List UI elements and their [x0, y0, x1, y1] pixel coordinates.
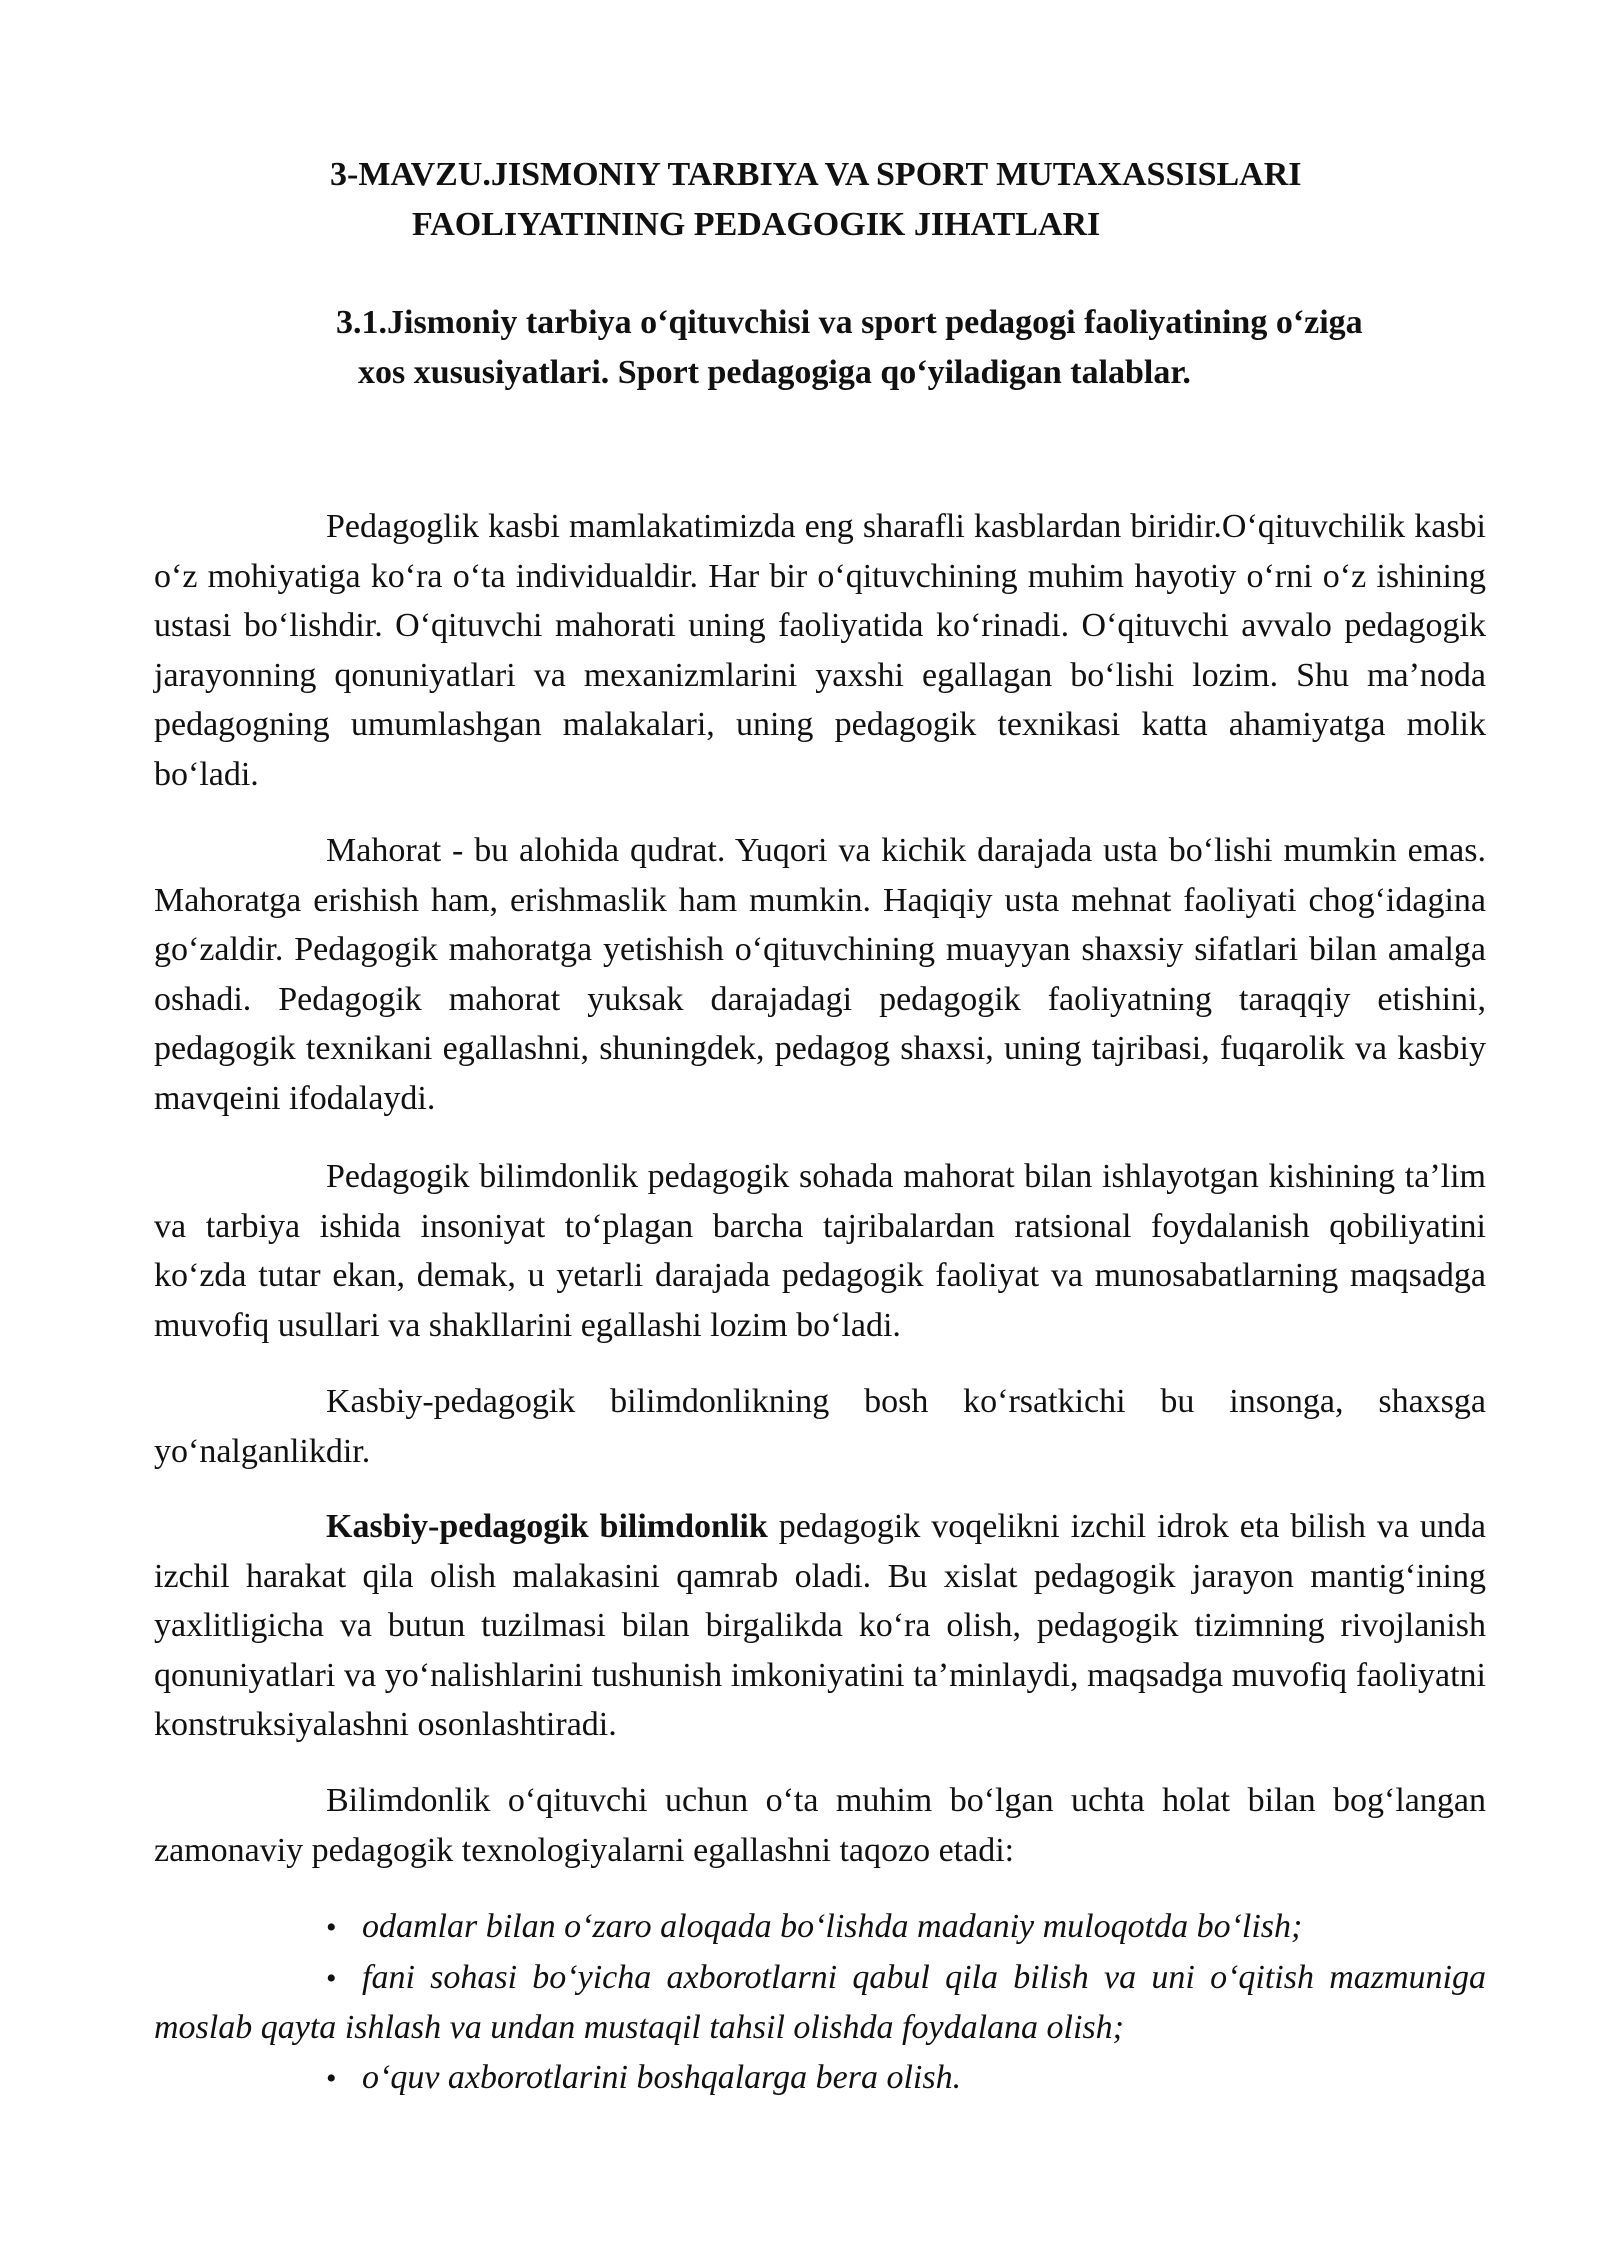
paragraph-5-text: pedagogik voqelikni izchil idrok eta bilish va unda izchil harakat qila olish malakasini qamrab oladi. Bu xislat pedagogik jarayon mantigʻining yaxlitligicha va butun tuzilmasi bilan birgalikda koʻra olish, pedagogik tizimning rivojlanish qonuniyatlari va yoʻnalishlarini tushunish imkoniyatini taʼminlaydi, maqsadga muvofiq faoliyatni konstruksiyalashni osonlashtiradi.: [154, 1508, 1486, 1743]
list-item: [154, 1902, 1486, 1953]
paragraph-5-bold-term: Kasbiy-pedagogik bilimdonlik: [326, 1508, 768, 1545]
list-item-text: odamlar bilan oʻzaro aloqada boʻlishda madaniy muloqotda boʻlish;: [362, 1908, 1303, 1945]
paragraph-1: Pedagoglik kasbi mamlakatimizda eng sharafli kasblardan biridir.Oʻqituvchilik kasbi oʻz mohiyatiga koʻra oʻta individualdir. Har bir oʻqituvchining muhim hayotiy oʻrni oʻz ishining ustasi boʻlishdir. Oʻqituvchi mahorati uning faoliyatida koʻrinadi. Oʻqituvchi avvalo pedagogik jarayonning qonuniyatlari va mexanizmlarini yaxshi egallagan boʻlishi lozim. Shu maʼnoda pedagogning umumlashgan malakalari, uning pedagogik texnikasi katta ahamiyatga molik boʻladi.: [154, 508, 1486, 793]
title-line-2: FAOLIYATINING PEDAGOGIK JIHATLARI: [412, 206, 1101, 243]
paragraph-6: Bilimdonlik oʻqituvchi uchun oʻta muhim boʻlgan uchta holat bilan bogʻlangan zamonaviy pedagogik texnologiyalarni egallashni taqozo etadi:: [154, 1782, 1486, 1869]
paragraph-5: [154, 1502, 1486, 1750]
list-item-text: fani sohasi boʻyicha axborotlarni qabul qila bilish va uni oʻqitish mazmuniga moslab qayta ishlash va undan mustaqil tahsil olishda foydalana olish;: [154, 1958, 1486, 2046]
paragraph-2: Mahorat - bu alohida qudrat. Yuqori va kichik darajada usta boʻlishi mumkin emas. Mahoratga erishish ham, erishmaslik ham mumkin. Haqiqiy usta mehnat faoliyati chogʻidagina goʻzaldir. Pedagogik mahoratga yetishish oʻqituvchining muayyan shaxsiy sifatlari bilan amalga oshadi. Pedagogik mahorat yuksak darajadagi pedagogik faoliyatning taraqqiy etishini, pedagogik texnikani egallashni, shuningdek, pedagog shaxsi, uning tajribasi, fuqarolik va kasbiy mavqeini ifodalaydi.: [154, 832, 1486, 1117]
paragraph-4: Kasbiy-pedagogik bilimdonlikning bosh koʻrsatkichi bu insonga, shaxsga yoʻnalganlikdir.: [154, 1383, 1486, 1470]
list-item: [154, 2053, 1486, 2104]
bullet-icon: •: [326, 2061, 337, 2095]
document-title: [330, 150, 1510, 250]
section-heading: [336, 298, 1486, 398]
section-heading-line-2: xos xususiyatlari. Sport pedagogiga qoʻyiladigan talablar.: [358, 354, 1191, 391]
section-heading-line-1: 3.1.Jismoniy tarbiya oʻqituvchisi va sport pedagogi faoliyatining oʻziga: [336, 304, 1363, 341]
bullet-icon: •: [326, 1961, 337, 1995]
list-item: [154, 1953, 1486, 2053]
bullet-icon: •: [326, 1911, 337, 1944]
list-item-text: oʻquv axborotlarini boshqalarga bera olish.: [362, 2058, 962, 2096]
bullet-list: [154, 1902, 1486, 2103]
title-line-1: 3-MAVZU.JISMONIY TARBIYA VA SPORT MUTAXASSISLARI: [330, 156, 1302, 193]
paragraph-3: Pedagogik bilimdonlik pedagogik sohada mahorat bilan ishlayotgan kishining taʼlim va tarbiya ishida insoniyat toʻplagan barcha tajribalardan ratsional foydalanish qobiliyatini koʻzda tutar ekan, demak, u yetarli darajada pedagogik faoliyat va munosabatlarning maqsadga muvofiq usullari va shakllarini egallashi lozim boʻladi.: [154, 1158, 1486, 1344]
